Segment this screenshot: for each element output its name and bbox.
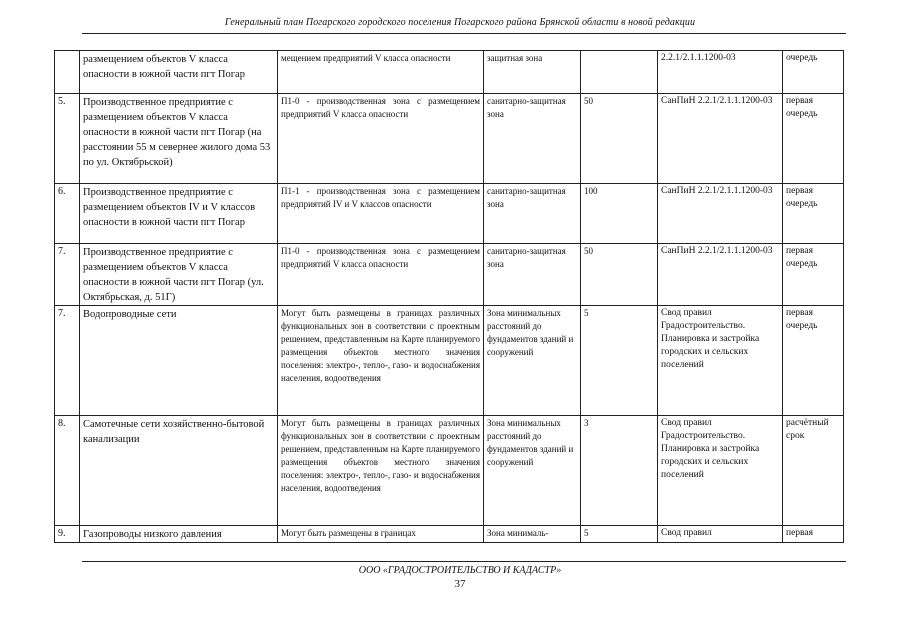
normative-document: 2.2.1/2.1.1.1200-03 bbox=[658, 51, 783, 94]
row-number: 7. bbox=[55, 306, 80, 416]
zone-type: санитарно-защитная зона bbox=[484, 94, 581, 184]
implementation-term: первая очередь bbox=[783, 184, 844, 244]
zone-type: санитарно-защитная зона bbox=[484, 244, 581, 306]
document-header: Генеральный план Погарского городского поселения Погарского района Брянской области в новой редакции bbox=[224, 17, 696, 28]
object-name: Производственное предприятие с размещением объектов V класса опасности в южной части пгт Погар (ул. Октябрьская, д. 51Г) bbox=[80, 244, 278, 306]
normative-document: СанПиН 2.2.1/2.1.1.1200-03 bbox=[658, 244, 783, 306]
table-row bbox=[55, 416, 844, 526]
zone-size: 100 bbox=[581, 184, 658, 244]
zone-size: 50 bbox=[581, 94, 658, 184]
zone-type: санитарно-защитная зона bbox=[484, 184, 581, 244]
table-row bbox=[55, 51, 844, 94]
implementation-term: первая очередь bbox=[783, 244, 844, 306]
object-name: Производственное предприятие с размещением объектов IV и V классов опасности в южной части пгт Погар bbox=[80, 184, 278, 244]
zones-table bbox=[54, 50, 844, 543]
object-name: Самотечные сети хозяйственно-бытовой канализации bbox=[80, 416, 278, 526]
footer-divider bbox=[82, 561, 846, 562]
object-name: Производственное предприятие с размещением объектов V класса опасности в южной части пгт Погар (на расстоянии 55 м севернее жилого дома 53 по ул. Октябрьской) bbox=[80, 94, 278, 184]
functional-zone: Могут быть размещены в границах различных функциональных зон в соответствии с проектным решением, представленным на Карте планируемого размещения объектов местного значения поселения: электро-, тепло-, газо- и водоснабжения населения, водоотведения bbox=[278, 306, 484, 416]
row-number bbox=[55, 51, 80, 94]
normative-document: СанПиН 2.2.1/2.1.1.1200-03 bbox=[658, 184, 783, 244]
implementation-term: очередь bbox=[783, 51, 844, 94]
header-divider bbox=[82, 33, 846, 34]
row-number: 5. bbox=[55, 94, 80, 184]
table-row bbox=[55, 526, 844, 543]
footer-company: ООО «ГРАДОСТРОИТЕЛЬСТВО И КАДАСТР» bbox=[358, 565, 562, 576]
normative-document: Свод правил Градостроительство. Планировка и застройка городских и сельских поселений bbox=[658, 306, 783, 416]
row-number: 7. bbox=[55, 244, 80, 306]
implementation-term: первая очередь bbox=[783, 306, 844, 416]
zone-size: 5 bbox=[581, 306, 658, 416]
normative-document: СанПиН 2.2.1/2.1.1.1200-03 bbox=[658, 94, 783, 184]
zone-type: Зона минималь- bbox=[484, 526, 581, 543]
zone-type: защитная зона bbox=[484, 51, 581, 94]
object-name: размещением объектов V класса опасности в южной части пгт Погар bbox=[80, 51, 278, 94]
zone-size: 3 bbox=[581, 416, 658, 526]
table-row bbox=[55, 244, 844, 306]
zone-type: Зона минимальных расстояний до фундаментов зданий и сооружений bbox=[484, 416, 581, 526]
normative-document: Свод правил bbox=[658, 526, 783, 543]
table-row bbox=[55, 184, 844, 244]
functional-zone: Могут быть размещены в границах bbox=[278, 526, 484, 543]
object-name: Водопроводные сети bbox=[80, 306, 278, 416]
functional-zone: П1-1 - производственная зона с размещением предприятий IV и V классов опасности bbox=[278, 184, 484, 244]
row-number: 9. bbox=[55, 526, 80, 543]
page-number: 37 bbox=[454, 578, 466, 590]
implementation-term: первая очередь bbox=[783, 94, 844, 184]
row-number: 8. bbox=[55, 416, 80, 526]
normative-document: Свод правил Градостроительство. Планировка и застройка городских и сельских поселений bbox=[658, 416, 783, 526]
functional-zone: Могут быть размещены в границах различных функциональных зон в соответствии с проектным решением, представленным на Карте планируемого размещения объектов местного значения поселения: электро-, тепло-, газо- и водоснабжения населения, водоотведения bbox=[278, 416, 484, 526]
table-row bbox=[55, 306, 844, 416]
functional-zone: мещением предприятий V класса опасности bbox=[278, 51, 484, 94]
functional-zone: П1-0 - производственная зона с размещением предприятий V класса опасности bbox=[278, 244, 484, 306]
row-number: 6. bbox=[55, 184, 80, 244]
zone-size: 5 bbox=[581, 526, 658, 543]
object-name: Газопроводы низкого давления bbox=[80, 526, 278, 543]
zone-type: Зона минимальных расстояний до фундаментов зданий и сооружений bbox=[484, 306, 581, 416]
table-row bbox=[55, 94, 844, 184]
zone-size: 50 bbox=[581, 244, 658, 306]
functional-zone: П1-0 - производственная зона с размещением предприятий V класса опасности bbox=[278, 94, 484, 184]
zone-size bbox=[581, 51, 658, 94]
implementation-term: расчётный срок bbox=[783, 416, 844, 526]
implementation-term: первая bbox=[783, 526, 844, 543]
